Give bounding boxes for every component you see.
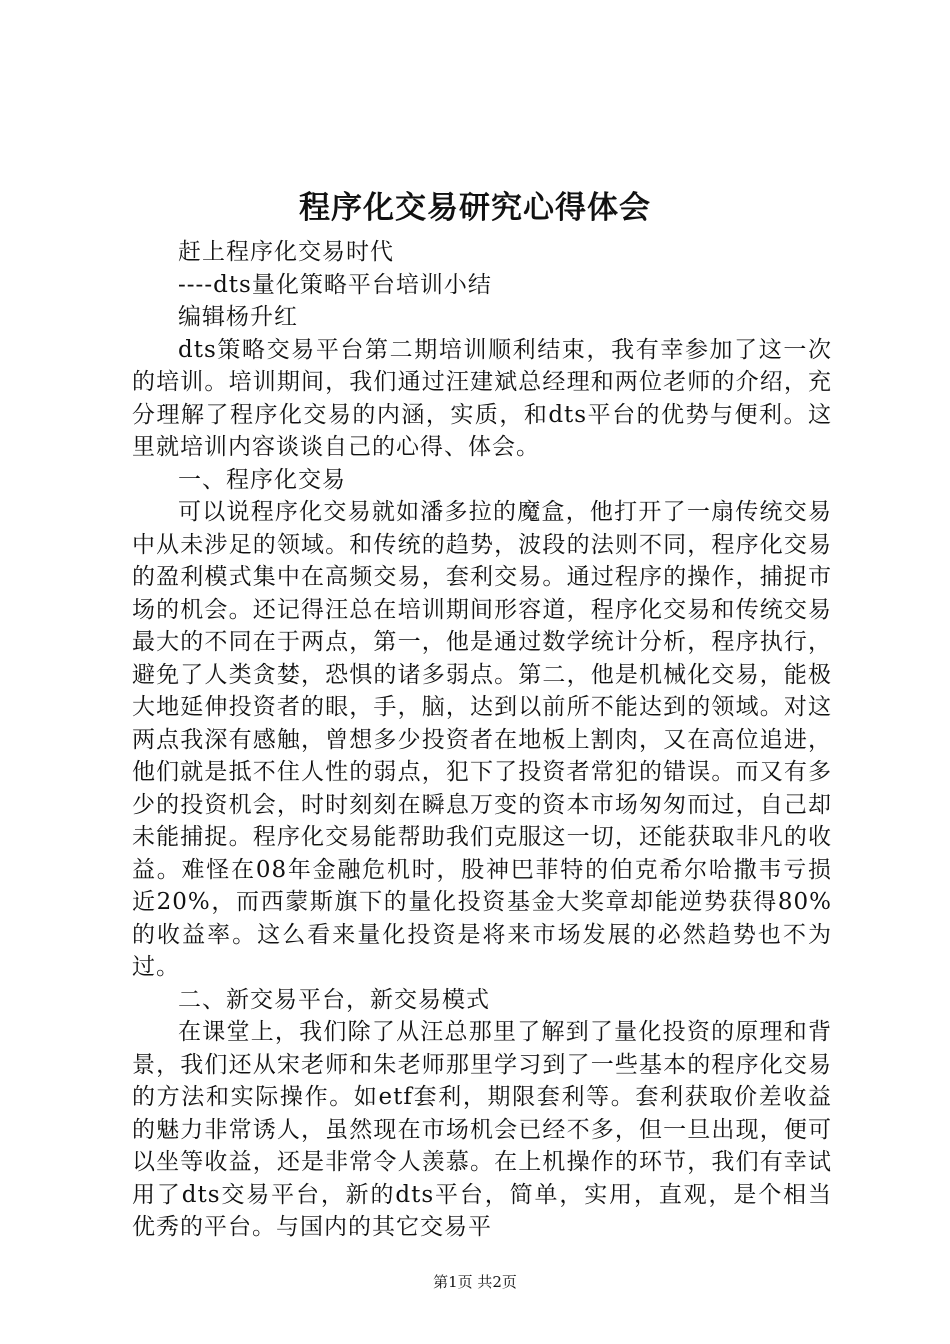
document-body bbox=[132, 236, 832, 1244]
paragraph-section-1: 可以说程序化交易就如潘多拉的魔盒，他打开了一扇传统交易中从未涉足的领域。和传统的趋势，波段的法则不同，程序化交易的盈利模式集中在高频交易，套利交易。通过程序的操作，捕捉市场的机会。还记得汪总在培训期间形容道，程序化交易和传统交易最大的不同在于两点，第一，他是通过数学统计分析，程序执行，避免了人类贪婪，恐惧的诸多弱点。第二，他是机械化交易，能极大地延伸投资者的眼，手，脑，达到以前所不能达到的领域。对这两点我深有感触，曾想多少投资者在地板上割肉，又在高位追进，他们就是抵不住人性的弱点，犯下了投资者常犯的错误。而又有多少的投资机会，时时刻刻在瞬息万变的资本市场匆匆而过，自己却未能捕捉。程序化交易能帮助我们克服这一切，还能获取非凡的收益。难怪在08年金融危机时，股神巴菲特的伯克希尔哈撒韦亏损近20%，而西蒙斯旗下的量化投资基金大奖章却能逆势获得80%的收益率。这么看来量化投资是将来市场发展的必然趋势也不为过。 bbox=[132, 499, 832, 980]
paragraph-subtitle-2: ----dts量化策略平台培训小结 bbox=[178, 271, 492, 298]
paragraph-subtitle: 赶上程序化交易时代 bbox=[178, 239, 394, 265]
page-footer: 第1页 共2页 bbox=[433, 1273, 517, 1291]
paragraph-editor: 编辑杨升红 bbox=[178, 304, 298, 330]
paragraph-section-2: 在课堂上，我们除了从汪总那里了解到了量化投资的原理和背景，我们还从宋老师和朱老师那里学习到了一些基本的程序化交易的方法和实际操作。如etf套利，期限套利等。套利获取价差收益的魅力非常诱人，虽然现在市场机会已经不多，但一旦出现，便可以坐等收益，还是非常令人羡慕。在上机操作的环节，我们有幸试用了dts交易平台，新的dts平台，简单，实用，直观，是个相当优秀的平台。与国内的其它交易平 bbox=[132, 1019, 832, 1240]
section-heading-1: 一、程序化交易 bbox=[178, 466, 346, 493]
paragraph-intro: dts策略交易平台第二期培训顺利结束，我有幸参加了这一次的培训。培训期间，我们通过汪建斌总经理和两位老师的介绍，充分理解了程序化交易的内涵，实质，和dts平台的优势与便利。这里就培训内容谈谈自己的心得、体会。 bbox=[132, 336, 832, 460]
section-heading-2: 二、新交易平台，新交易模式 bbox=[178, 986, 490, 1013]
document-title: 程序化交易研究心得体会 bbox=[299, 190, 651, 226]
